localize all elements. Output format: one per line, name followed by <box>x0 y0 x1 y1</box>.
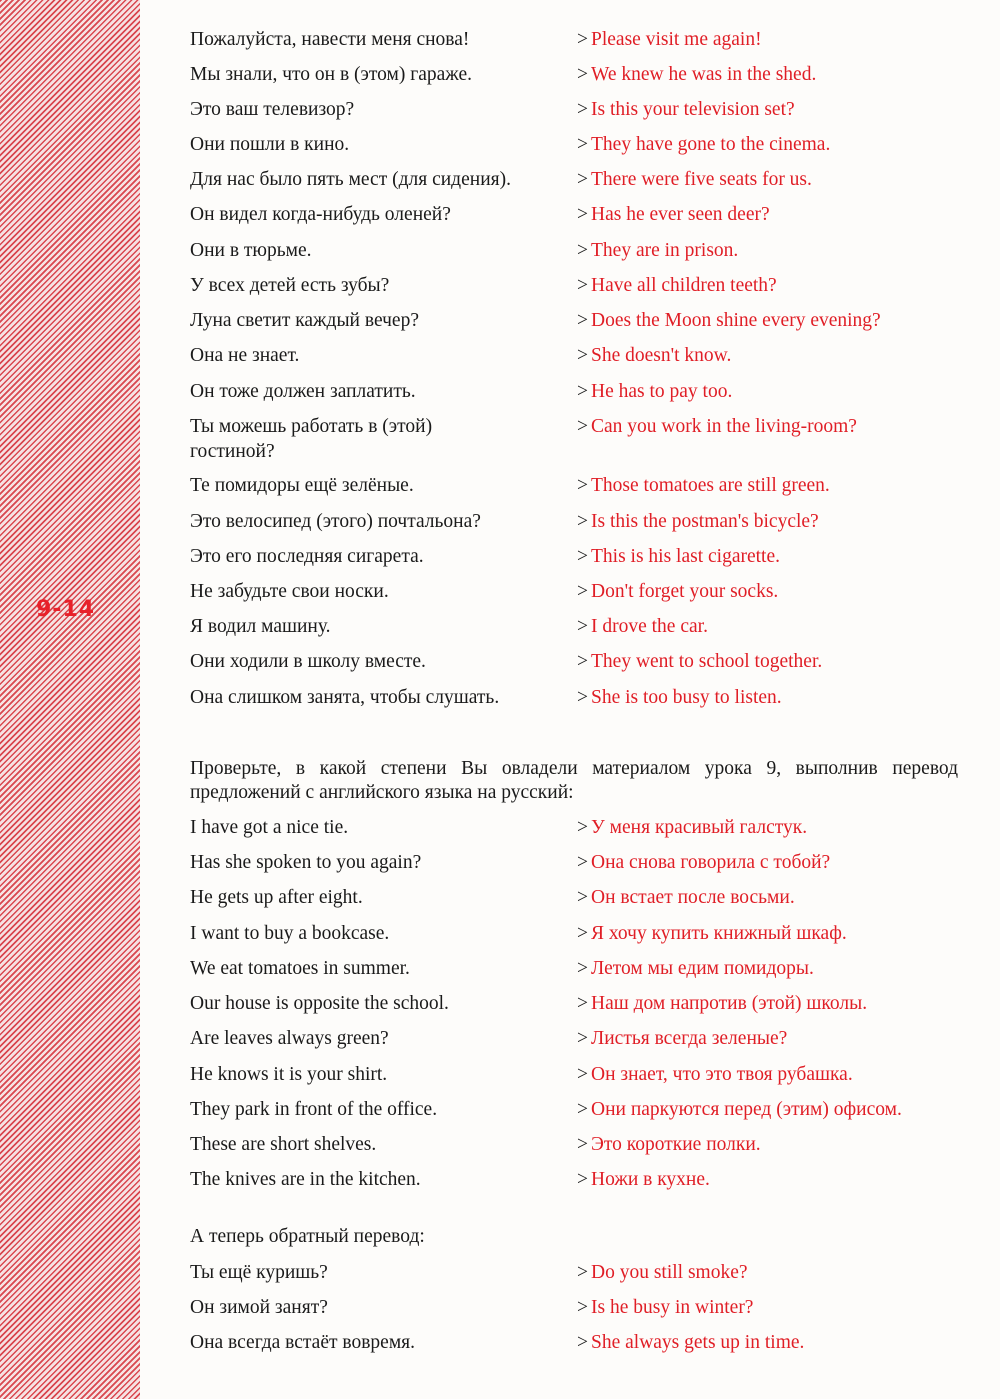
arrow-marker: > <box>577 616 588 637</box>
arrow-marker: > <box>577 993 588 1014</box>
arrow-marker: > <box>577 1134 588 1155</box>
russian-answer: > Листья всегда зеленые? <box>577 1028 788 1049</box>
russian-answer: > Они паркуются перед (этим) офисом. <box>577 1099 902 1120</box>
arrow-marker: > <box>577 687 588 708</box>
reverse-translation-heading: А теперь обратный перевод: <box>190 1226 425 1247</box>
english-sentence: Our house is opposite the school. <box>190 993 449 1014</box>
english-answer: > Do you still smoke? <box>577 1262 748 1283</box>
arrow-marker: > <box>577 1262 588 1283</box>
russian-sentence: Она не знает. <box>190 345 300 366</box>
russian-answer: > Летом мы едим помидоры. <box>577 958 814 979</box>
russian-sentence: Они ходили в школу вместе. <box>190 651 426 672</box>
english-answer: > Does the Moon shine every evening? <box>577 310 881 331</box>
arrow-marker: > <box>577 134 588 155</box>
english-answer: > This is his last cigarette. <box>577 546 781 567</box>
instruction-paragraph: Проверьте, в какой степени Вы овладели материалом урока 9, выполнив перевод предложений с английского языка на русский: <box>190 758 958 803</box>
english-sentence: Has she spoken to you again? <box>190 852 422 873</box>
russian-sentence: Она всегда встаёт вовремя. <box>190 1332 416 1353</box>
arrow-marker: > <box>577 852 588 873</box>
russian-answer: > Он знает, что это твоя рубашка. <box>577 1064 853 1085</box>
arrow-marker: > <box>577 345 588 366</box>
english-sentence: Are leaves always green? <box>190 1028 389 1049</box>
arrow-marker: > <box>577 1297 588 1318</box>
russian-sentence: Это велосипед (этого) почтальона? <box>190 511 481 532</box>
english-answer: > They are in prison. <box>577 240 739 261</box>
english-answer: > They went to school together. <box>577 651 823 672</box>
english-answer: > We knew he was in the shed. <box>577 64 817 85</box>
english-answer: > Those tomatoes are still green. <box>577 475 830 496</box>
arrow-marker: > <box>577 310 588 331</box>
arrow-marker: > <box>577 887 588 908</box>
arrow-marker: > <box>577 416 588 437</box>
english-answer: > Can you work in the living-room? <box>577 416 857 437</box>
english-sentence: The knives are in the kitchen. <box>190 1169 421 1190</box>
english-answer: > He has to pay too. <box>577 381 733 402</box>
english-answer: > They have gone to the cinema. <box>577 134 831 155</box>
russian-sentence: Они в тюрьме. <box>190 240 312 261</box>
english-answer: > She doesn't know. <box>577 345 732 366</box>
russian-sentence: Он тоже должен заплатить. <box>190 381 416 402</box>
russian-sentence: Мы знали, что он в (этом) гараже. <box>190 64 473 85</box>
russian-answer: > Наш дом напротив (этой) школы. <box>577 993 868 1014</box>
english-answer: > Please visit me again! <box>577 29 762 50</box>
english-answer: > I drove the car. <box>577 616 708 637</box>
russian-sentence: Луна светит каждый вечер? <box>190 310 419 331</box>
english-answer: > Is he busy in winter? <box>577 1297 754 1318</box>
english-sentence: They park in front of the office. <box>190 1099 438 1120</box>
arrow-marker: > <box>577 29 588 50</box>
arrow-marker: > <box>577 204 588 225</box>
english-sentence: He gets up after eight. <box>190 887 363 908</box>
arrow-marker: > <box>577 581 588 602</box>
russian-sentence: Он зимой занят? <box>190 1297 328 1318</box>
arrow-marker: > <box>577 275 588 296</box>
english-sentence: He knows it is your shirt. <box>190 1064 388 1085</box>
arrow-marker: > <box>577 1332 588 1353</box>
lesson-page-label: 9-14 <box>36 597 96 622</box>
arrow-marker: > <box>577 817 588 838</box>
arrow-marker: > <box>577 651 588 672</box>
russian-answer: > Это короткие полки. <box>577 1134 761 1155</box>
russian-answer: > Она снова говорила с тобой? <box>577 852 831 873</box>
english-answer: > Is this the postman's bicycle? <box>577 511 819 532</box>
russian-answer: > У меня красивый галстук. <box>577 817 808 838</box>
russian-answer: > Ножи в кухне. <box>577 1169 710 1190</box>
russian-sentence: Ты ещё куришь? <box>190 1262 328 1283</box>
arrow-marker: > <box>577 1169 588 1190</box>
english-answer: > She always gets up in time. <box>577 1332 805 1353</box>
english-answer: > Is this your television set? <box>577 99 795 120</box>
english-sentence: I have got a nice tie. <box>190 817 349 838</box>
arrow-marker: > <box>577 1064 588 1085</box>
arrow-marker: > <box>577 546 588 567</box>
arrow-marker: > <box>577 1099 588 1120</box>
arrow-marker: > <box>577 1028 588 1049</box>
russian-sentence: Те помидоры ещё зелёные. <box>190 475 414 496</box>
arrow-marker: > <box>577 958 588 979</box>
arrow-marker: > <box>577 169 588 190</box>
russian-sentence: Пожалуйста, навести меня снова! <box>190 29 470 50</box>
english-sentence: These are short shelves. <box>190 1134 377 1155</box>
russian-sentence: Не забудьте свои носки. <box>190 581 389 602</box>
russian-sentence: Это ваш телевизор? <box>190 99 355 120</box>
russian-sentence: Я водил машину. <box>190 616 331 637</box>
english-answer: > There were five seats for us. <box>577 169 812 190</box>
english-sentence: We eat tomatoes in summer. <box>190 958 410 979</box>
english-answer: > She is too busy to listen. <box>577 687 782 708</box>
russian-sentence: Ты можешь работать в (этой) гостиной? <box>190 416 433 462</box>
arrow-marker: > <box>577 240 588 261</box>
russian-sentence: Они пошли в кино. <box>190 134 350 155</box>
russian-sentence: Она слишком занята, чтобы слушать. <box>190 687 500 708</box>
english-answer: > Don't forget your socks. <box>577 581 779 602</box>
english-answer: > Has he ever seen deer? <box>577 204 770 225</box>
russian-answer: > Он встает после восьми. <box>577 887 795 908</box>
arrow-marker: > <box>577 511 588 532</box>
arrow-marker: > <box>577 64 588 85</box>
russian-sentence: Он видел когда-нибудь оленей? <box>190 204 451 225</box>
arrow-marker: > <box>577 923 588 944</box>
arrow-marker: > <box>577 475 588 496</box>
russian-sentence: Это его последняя сигарета. <box>190 546 424 567</box>
russian-sentence: У всех детей есть зубы? <box>190 275 390 296</box>
english-sentence: I want to buy a bookcase. <box>190 923 390 944</box>
decorative-side-stripe <box>0 0 140 1399</box>
english-answer: > Have all children teeth? <box>577 275 777 296</box>
arrow-marker: > <box>577 99 588 120</box>
russian-sentence: Для нас было пять мест (для сидения). <box>190 169 511 190</box>
russian-answer: > Я хочу купить книжный шкаф. <box>577 923 847 944</box>
arrow-marker: > <box>577 381 588 402</box>
